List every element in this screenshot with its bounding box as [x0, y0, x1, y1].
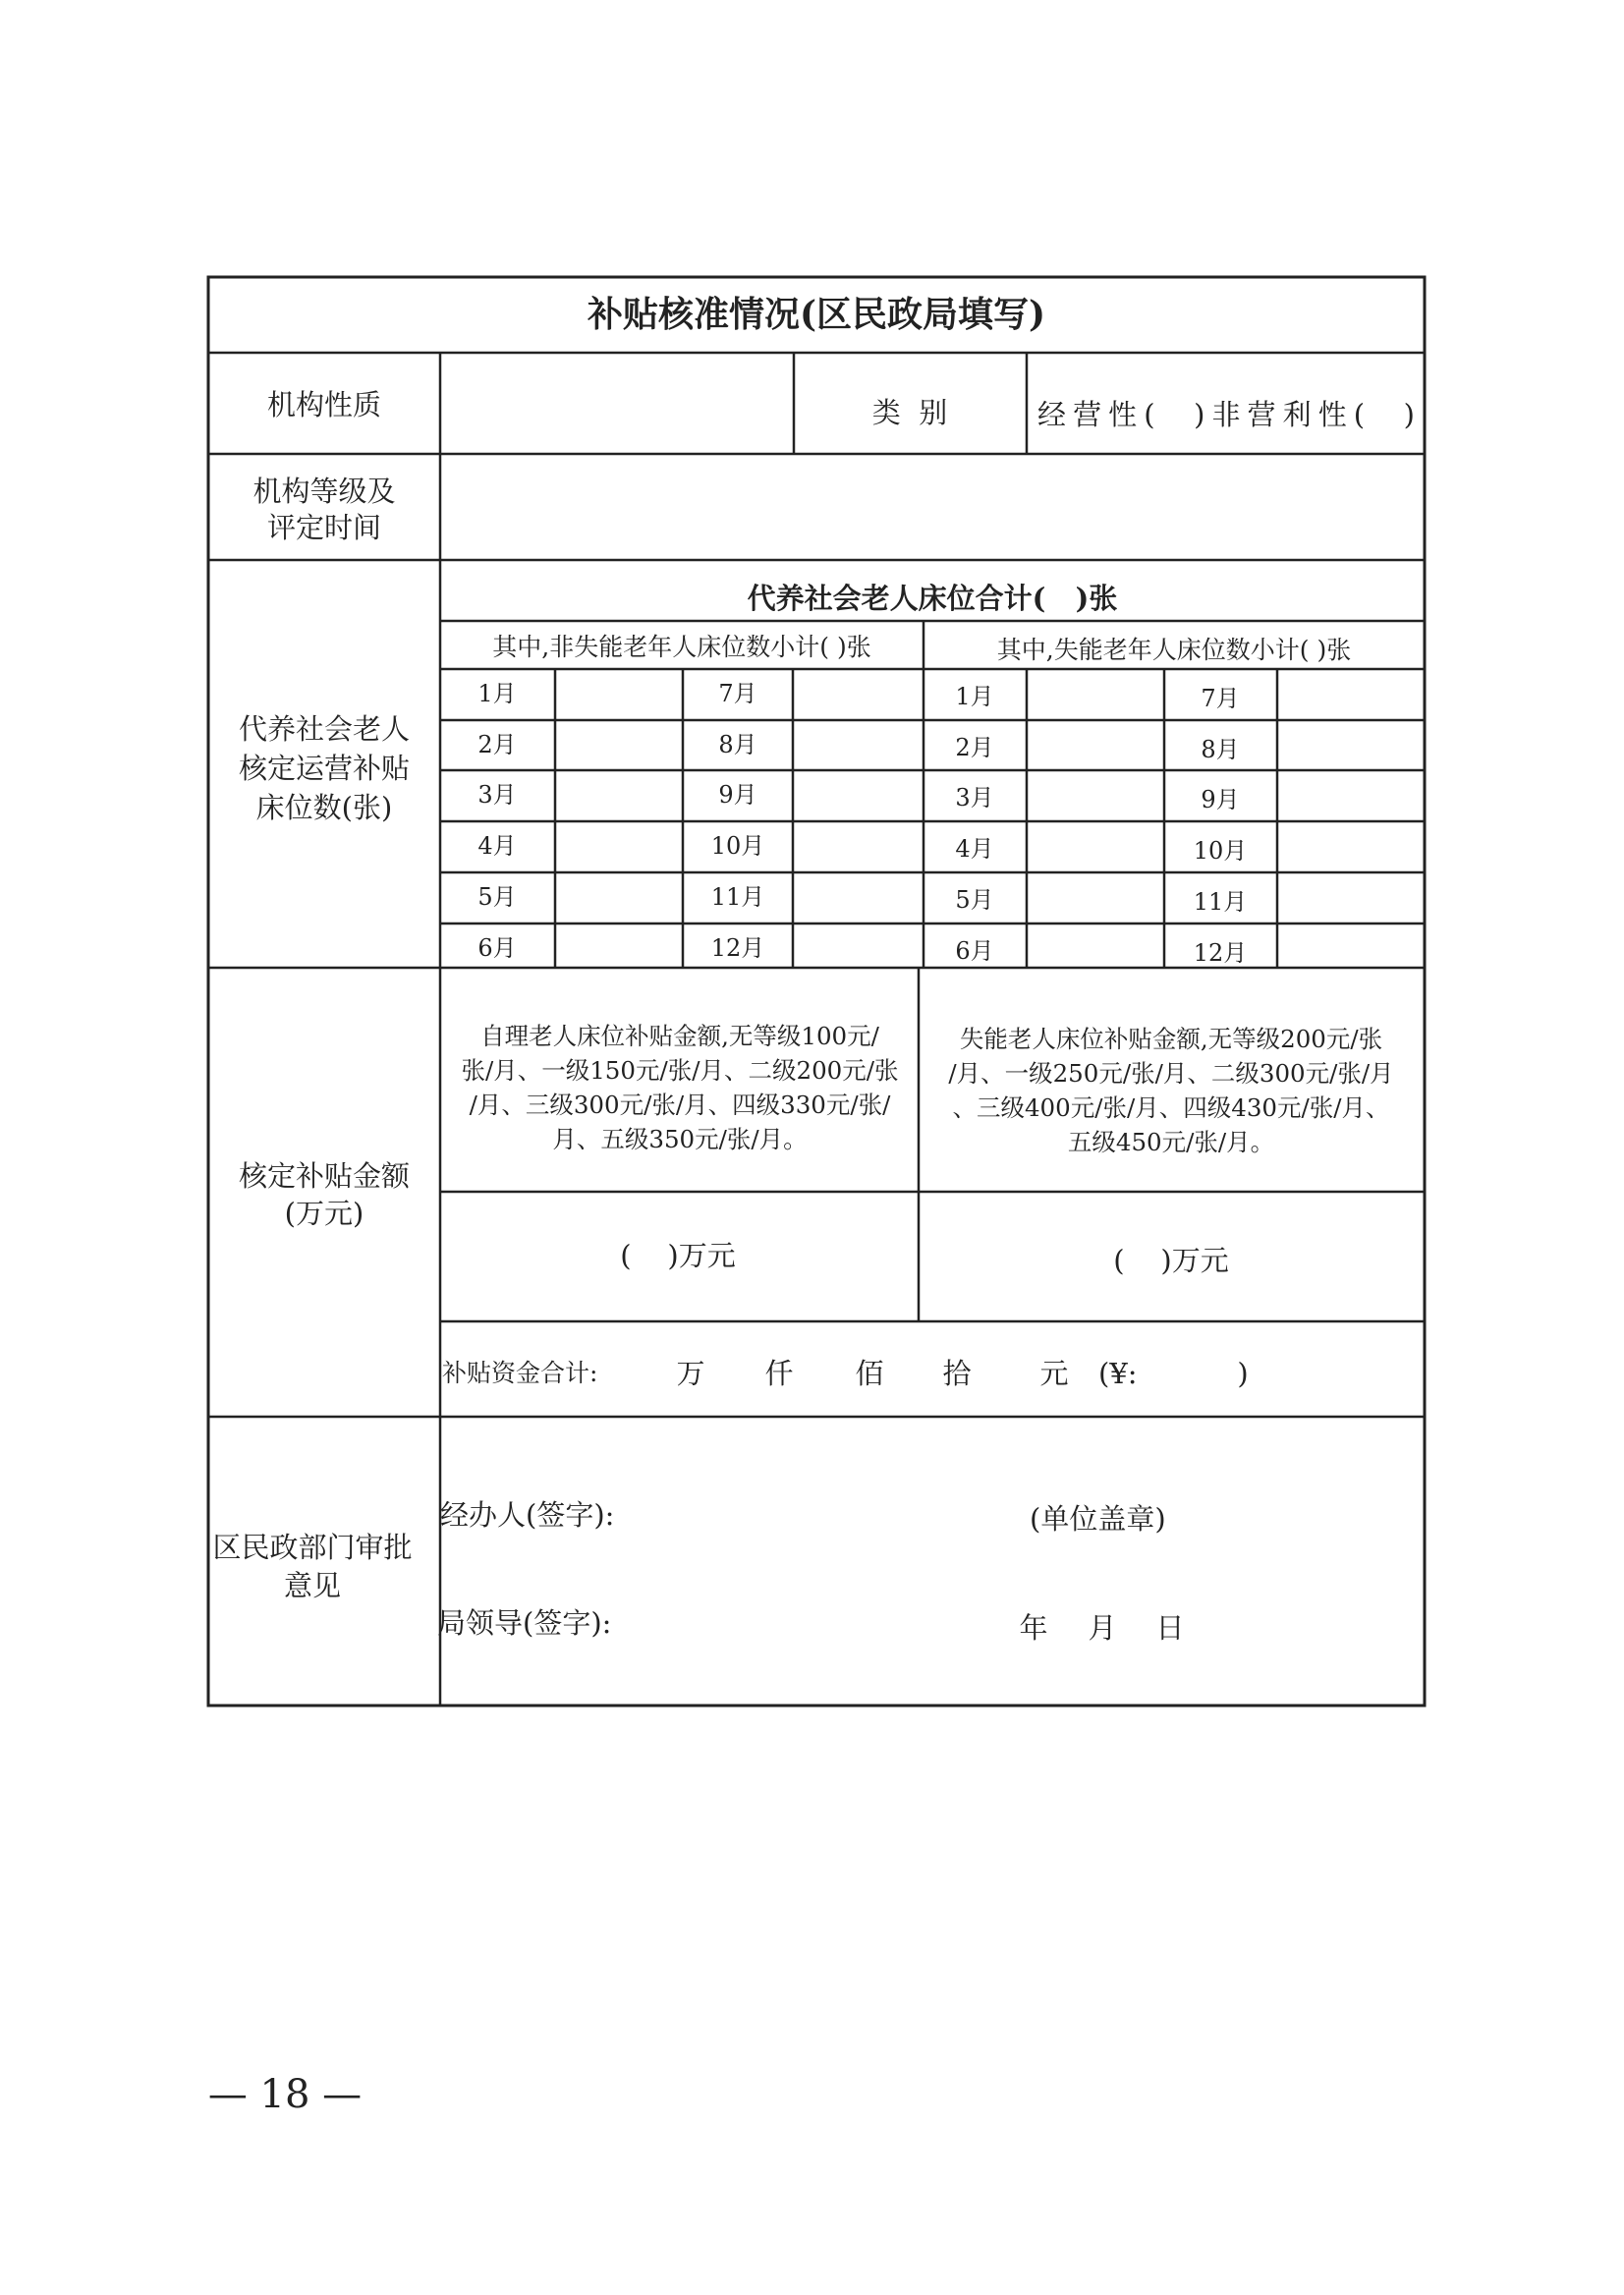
yen-open: (¥:	[1098, 1357, 1138, 1390]
month-label: 2月	[477, 731, 517, 758]
disabled-desc-line-2: /月、一级250元/张/月、二级300元/张/月	[948, 1059, 1394, 1088]
grade-label-line-1: 机构等级及	[252, 475, 396, 508]
approval-label-line-1: 区民政部门审批	[212, 1531, 413, 1564]
month-label: 5月	[955, 886, 994, 914]
grade-label-line-2: 评定时间	[266, 511, 382, 544]
month-label: 12月	[710, 934, 765, 962]
amount-label-line-1: 核定补贴金额	[238, 1159, 411, 1193]
month-label: 6月	[955, 937, 994, 965]
category-label: 类 别	[871, 396, 948, 429]
self-care-amount[interactable]: ( )万元	[620, 1239, 736, 1272]
total-amount-row	[442, 1357, 1249, 1390]
month-label: 3月	[477, 781, 517, 809]
month-label: 9月	[718, 781, 757, 809]
month-label: 1月	[955, 683, 994, 710]
month-label: 10月	[710, 832, 765, 860]
beds-total-line: 代养社会老人床位合计( )张	[747, 582, 1118, 615]
amount-label-line-2: (万元)	[284, 1197, 364, 1230]
beds-label-line-2: 核定运营补贴	[238, 752, 411, 785]
unit-yuan: 元	[1039, 1357, 1069, 1390]
leader-signature[interactable]: 局领导(签字):	[437, 1606, 612, 1640]
disabled-desc-line-3: 、三级400元/张/月、四级430元/张/月、	[952, 1093, 1390, 1122]
unit-seal: (单位盖章)	[1030, 1502, 1166, 1536]
beds-label-line-3: 床位数(张)	[255, 791, 393, 824]
month-label: 11月	[1193, 888, 1248, 916]
month-label: 12月	[1193, 939, 1248, 967]
date-day[interactable]: 日	[1155, 1611, 1185, 1645]
form-title: 补贴核准情况(区民政局填写)	[587, 294, 1046, 335]
month-label: 5月	[477, 883, 517, 911]
unit-shi: 拾	[942, 1357, 972, 1390]
yen-close[interactable]: )	[1237, 1357, 1249, 1390]
date-month[interactable]: 月	[1088, 1611, 1117, 1645]
beds-label-line-1: 代养社会老人	[238, 712, 411, 746]
page-number: — 18 —	[207, 2072, 363, 2117]
self-care-desc-line-3: /月、三级300元/张/月、四级330元/张/	[469, 1091, 891, 1119]
month-label: 2月	[955, 734, 994, 761]
month-label: 7月	[718, 680, 757, 707]
month-label: 8月	[1201, 736, 1240, 763]
month-label: 10月	[1193, 837, 1248, 865]
non-disabled-subtotal: 其中,非失能老年人床位数小计( )张	[492, 633, 871, 661]
total-amount-label: 补贴资金合计:	[442, 1359, 598, 1387]
month-label: 7月	[1201, 685, 1240, 712]
month-label: 1月	[477, 680, 517, 707]
category-value[interactable]: 经营性( )非营利性( )	[1037, 398, 1415, 431]
approval-label-line-2: 意见	[283, 1569, 342, 1602]
unit-bai: 佰	[855, 1357, 884, 1390]
month-label: 11月	[710, 883, 765, 911]
self-care-desc-line-1: 自理老人床位补贴金额,无等级100元/	[480, 1022, 879, 1050]
handler-signature[interactable]: 经办人(签字):	[440, 1498, 615, 1532]
unit-wan: 万	[676, 1357, 705, 1390]
disabled-subtotal: 其中,失能老年人床位数小计( )张	[996, 636, 1352, 664]
date-year[interactable]: 年	[1019, 1611, 1048, 1645]
unit-qian: 仟	[764, 1357, 794, 1390]
nature-label: 机构性质	[266, 388, 382, 421]
disabled-desc-line-4: 五级450元/张/月。	[1067, 1128, 1275, 1156]
month-label: 3月	[955, 784, 994, 812]
disabled-desc-line-1: 失能老人床位补贴金额,无等级200元/张	[959, 1025, 1383, 1053]
self-care-desc-line-4: 月、五级350元/张/月。	[552, 1125, 808, 1153]
disabled-amount[interactable]: ( )万元	[1113, 1244, 1229, 1277]
month-label: 9月	[1201, 786, 1240, 813]
month-label: 8月	[718, 731, 757, 758]
self-care-desc-line-2: 张/月、一级150元/张/月、二级200元/张	[461, 1056, 899, 1085]
month-label: 4月	[477, 832, 517, 860]
month-label: 4月	[955, 835, 994, 863]
month-label: 6月	[477, 934, 517, 962]
